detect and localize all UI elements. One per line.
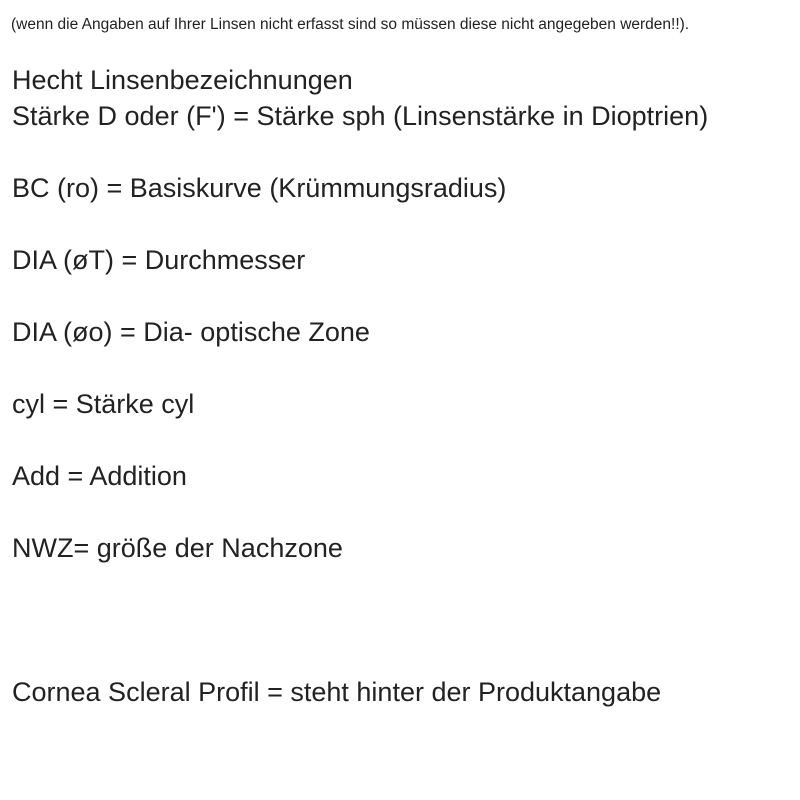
definition-base-curve: BC (ro) = Basiskurve (Krümmungsradius) — [12, 173, 507, 203]
definition-cornea-scleral-profile: Cornea Scleral Profil = steht hinter der Produktangabe — [12, 677, 662, 707]
definition-strength: Stärke D oder (F') = Stärke sph (Linsenstärke in Dioptrien) — [12, 101, 709, 131]
definition-optical-zone: DIA (øo) = Dia- optische Zone — [12, 317, 370, 347]
definition-addition: Add = Addition — [12, 461, 187, 491]
definition-cylinder: cyl = Stärke cyl — [12, 389, 195, 419]
definition-peripheral-zone: NWZ= größe der Nachzone — [12, 533, 343, 563]
note-text: (wenn die Angaben auf Ihrer Linsen nicht erfasst sind so müssen diese nicht angegeben werden!!). — [11, 16, 690, 33]
definition-diameter: DIA (øT) = Durchmesser — [12, 245, 306, 275]
heading-text: Hecht Linsenbezeichnungen — [12, 65, 353, 95]
